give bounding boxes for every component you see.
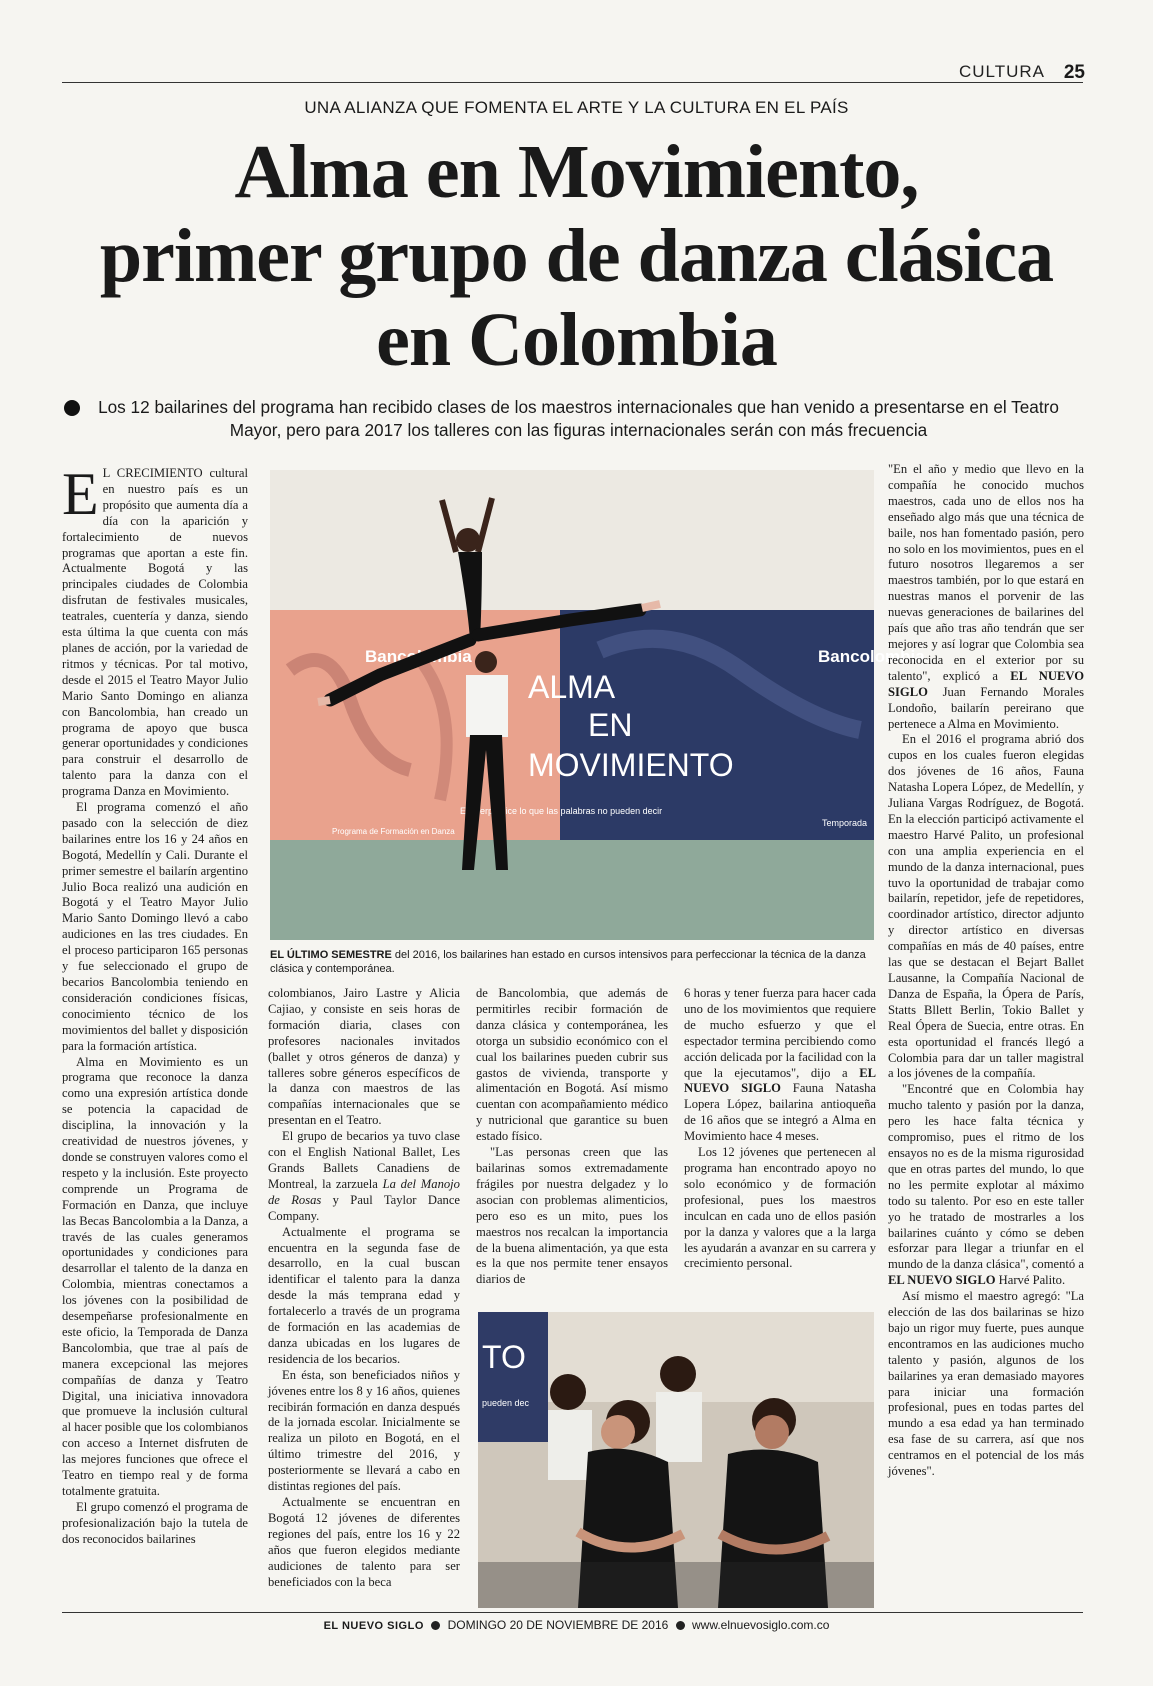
banner-program: Programa de Formación en Danza <box>332 827 455 836</box>
col2-paragraph-2: El grupo de becarios ya tuvo clase con el English National Ballet, Les Grands Ballets Canadiens de Montreal, la zarzuela La del Manojo de Rosas y Paul Taylor Dance Company. <box>268 1129 461 1223</box>
col4-paragraph-1: 6 horas y tener fuerza para hacer cada uno de los movimientos que requiere de mucho esfuerzo y que el espectador termina percibiendo como acción delicada por la facilidad con la que la ejecutamos", dijo a EL NUEVO SIGLO Fauna Natasha Lopera López, bailarina antioqueña de 16 años que se integró a Alma en Movimiento hace 4 meses. <box>684 986 876 1144</box>
col1-paragraph-4: El grupo comenzó el programa de profesionalización bajo la tutela de dos reconocidos bailarines <box>62 1499 248 1546</box>
footer-logo: EL NUEVO SIGLO <box>323 1620 424 1632</box>
banner-right-brand: Bancolombia <box>818 647 925 666</box>
col5-paragraph-2: En el 2016 el programa abrió dos cupos en los cuales fueron elegidas dos jóvenes de 16 años, Fauna Natasha Lopera López, de Medellín, y Juliana Vargas Rodríguez, de Bogotá. En la elección participó activamente el maestro Harvé Palito, un profesional con una amplia experiencia en el mundo de la danza internacional, pues tuvo la oportunidad de trabajar como bailarín, repetidor, jefe de repetidores, coordinador artístico, director adjunto y director artístico en diversas compañías en más de 40 países, entre las que se destacan el Bejart Ballet Lausanne, la Compañía Nacional de Danza de España, la Ópera de París, Statts Bllett Berlin, Tokio Ballet y Real Ópera de Suecia, entre otras. En esta oportunidad el francés llegó a Colombia para dar un taller magistral a los jóvenes de la compañía. <box>888 732 1084 1081</box>
col5-paragraph-4: Así mismo el maestro agregó: "La elección de las dos bailarinas se hizo bajo un rigor muy fuerte, pues aunque encontramos en las audiciones mucho talento y pasión, algunos de los bailarines ya eran demasiado mayores para iniciar una formación profesional, pues en todas partes del mundo a esa edad ya han terminado esa fase de su carrera, así que nos centramos en el potencial de los más jóvenes". <box>888 1289 1084 1479</box>
header-rule <box>62 82 1083 83</box>
footer-url[interactable]: www.elnuevosiglo.com.co <box>692 1618 830 1632</box>
footer-date: DOMINGO 20 DE NOVIEMBRE DE 2016 <box>447 1618 669 1632</box>
footer-dot-icon <box>676 1621 685 1630</box>
banner-title-2: EN <box>588 707 633 743</box>
drop-cap: E <box>62 461 99 527</box>
column-2 <box>268 986 460 1606</box>
col1-paragraph-3: Alma en Movimiento es un programa que reconoce la danza como una expresión artística donde se potencia la capacidad de disciplina, la innovación y la creatividad de nuestros jóvenes, y donde se construyen valores como el respeto y la inclusión. Este proyecto comprende un Programa de Formación en Danza, que incluye las Becas Bancolombia a la Danza, a través de las cuales generamos oportunidades y condiciones para desarrollar el talento de la danza en Colombia, mientras conectamos a los jóvenes con la posibilidad de desempeñarse profesionalmente en este oficio, la Temporada de Danza Bancolombia, que trae al país de manera excepcional las mejores compañías de danza y Teatro Digital, una iniciativa innovadora que promueve la inclusión cultural al hacer posible que los colombianos con acceso a Internet disfruten de las mejores funciones que ofrece el Teatro en tiempo real y de forma totalmente gratuita. <box>62 1054 248 1498</box>
column-5 <box>888 462 1084 1608</box>
headline <box>40 130 1113 382</box>
col1-paragraph-1: E L CRECIMIENTO cultural en nuestro país es un propósito que aumenta día a día con la aparición y fortalecimiento de nuevos programas que aportan a este fin. Actualmente Bogotá y las principales ciudades de Colombia disfrutan de festivales musicales, teatrales, cuentería y danza, siendo esta última la que cuenta con más planes de acción, por la variedad de ritmos y técnicas. Por tal motivo, desde el 2015 el Teatro Mayor Julio Mario Santo Domingo en alianza con Bancolombia, han creado un programa de apoyo que busca generar oportunidades y condiciones para construir el desarrollo de talento para la danza con el programa Danza en Movimiento. <box>62 461 248 799</box>
footer <box>0 1618 1153 1632</box>
col4-paragraph-2: Los 12 jóvenes que pertenecen al programa han encontrado apoyo no solo económico y de formación profesional, pues los maestros inculcan en cada uno de ellos pasión por la danza y valores que a la larga les ayudarán a avanzar en su carrera y crecimiento personal. <box>684 1145 876 1271</box>
col2-paragraph-3: Actualmente el programa se encuentra en la segunda fase de desarrollo, en la cual buscan identificar el talento para la danza desde la más temprana edad y fortalecerlo a través de un programa de formación en las academias de danza ubicadas en los lugares de residencia de los becarios. <box>268 1224 460 1366</box>
section-name: CULTURA <box>958 62 1045 81</box>
group-banner-text: TO <box>482 1339 526 1375</box>
col3-paragraph-2: "Las personas creen que las bailarinas somos extremadamente frágiles por nuestra delgadez y lo asocian con problemas alimenticios, pero eso es un mito, pues los maestros nos recalcan la importancia de la buena alimentación, ya que esta es la que nos permite tener ensayos diarios de <box>476 1145 668 1287</box>
headline-line-1: Alma en Movimiento, <box>234 130 919 214</box>
column-1 <box>62 461 248 1606</box>
column-4 <box>684 986 876 1296</box>
col5-paragraph-3: "Encontré que en Colombia hay mucho talento y pasión por la danza, pero les hace falta técnica y compromiso, pues el ritmo de los ensayos no es de la misma rigurosidad que en otras partes del mundo, lo que no les permite explotar al máximo todo su talento. Por eso en este taller yo he tratado de mostrarles a los bailarines cuánto y cómo se deben esforzar para llegar a triunfar en el mundo de la danza clásica", comentó a EL NUEVO SIGLO Harvé Palito. <box>888 1082 1084 1288</box>
photo-caption: EL ÚLTIMO SEMESTRE del 2016, los bailarines han estado en cursos intensivos para perfeccionar la técnica de la danza clásica y contemporánea. <box>270 949 866 975</box>
deck: Los 12 bailarines del programa han recibido clases de los maestros internacionales que han venido a presentarse en el Teatro Mayor, pero para 2017 los talleres con las figuras internacionales serán con más frecuencia <box>98 397 1059 440</box>
footer-rule <box>62 1612 1083 1613</box>
kicker: UNA ALIANZA QUE FOMENTA EL ARTE Y LA CULTURA EN EL PAÍS <box>304 98 849 117</box>
banner-title-1: ALMA <box>528 669 616 705</box>
banner-title-3: MOVIMIENTO <box>528 747 734 783</box>
headline-line-2: primer grupo de danza clásica <box>99 214 1054 298</box>
col2-paragraph-4: En ésta, son beneficiados niños y jóvenes entre los 8 y 16 años, quienes recibirán formación en danza después de la jornada escolar. Inicialmente se realiza un piloto en Bogotá, en el último trimestre del 2016, y posteriormente se llevará a cabo en distintas regiones del país. <box>268 1367 460 1494</box>
banner-quote: El cuerpo dice lo que las palabras no pueden decir <box>460 806 663 816</box>
photo-dancers-group <box>478 1312 874 1608</box>
footer-dot-icon <box>431 1621 440 1630</box>
col5-paragraph-1: "En el año y medio que llevo en la compañía he conocido muchos maestros, cada uno de ellos nos ha enseñado algo más que una técnica de baile, nos han fomentado pasión, pero no solo en los movimientos, pues en el futuro nosotros llegaremos a ser maestros también, por lo que estará en nuestras manos el porvenir de las nuevas generaciones de bailarines del país que año tras año tendrán que ser mejores y así lograr que Colombia sea reconocida en el exterior por su talento", explicó a EL NUEVO SIGLO Juan Fernando Morales Londoño, bailarín pereirano que pertenece a Alma en Movimiento. <box>888 462 1084 731</box>
photo-dancer-leap <box>270 470 925 940</box>
col2-paragraph-1: colombianos, Jairo Lastre y Alicia Cajiao, y consiste en seis horas de formación diaria, clases con profesores nacionales invitados (ballet y otros géneros de danza) y talleres sobre géneros específicos de la danza con maestros de las compañías internacionales que se presentan en el Teatro. <box>268 986 460 1128</box>
headline-line-3: en Colombia <box>376 298 777 382</box>
col2-paragraph-5: Actualmente se encuentran en Bogotá 12 jóvenes de diferentes regiones del país, entre los 16 y 22 años que fueron elegidos mediante audiciones de talento para ser beneficiados con la beca <box>268 1495 460 1589</box>
group-banner-sub: pueden dec <box>482 1398 530 1408</box>
banner-brand: Bancolombia <box>365 647 472 666</box>
column-3 <box>476 986 668 1296</box>
col3-paragraph-1: de Bancolombia, que además de permitirles recibir formación de danza clásica y contemporánea, les otorga un subsidio económico con el cual los bailarines pueden cubrir sus gastos de vivienda, transporte y alimentación en Bogotá. Así mismo cuentan con acompañamiento médico y nutricional que garantice su buen estado físico. <box>476 986 668 1144</box>
banner-right-sub: Temporada <box>822 818 868 828</box>
page-number: 25 <box>1063 62 1085 83</box>
col1-paragraph-2: El programa comenzó el año pasado con la selección de diez bailarines entre los 16 y 24 años en Bogotá, Medellín y Cali. Durante el primer semestre el bailarín argentino Julio Boca realizó una audición en Bogotá y el Teatro Mayor Julio Mario Santo Domingo llevó a cabo audiciones en las tres ciudades. En el proceso participaron 165 personas y fue seleccionado el grupo de becarios Bancolombia teniendo en consideración condiciones físicas, conocimiento técnico de los movimientos del ballet y disposición para la formación artística. <box>62 800 248 1053</box>
